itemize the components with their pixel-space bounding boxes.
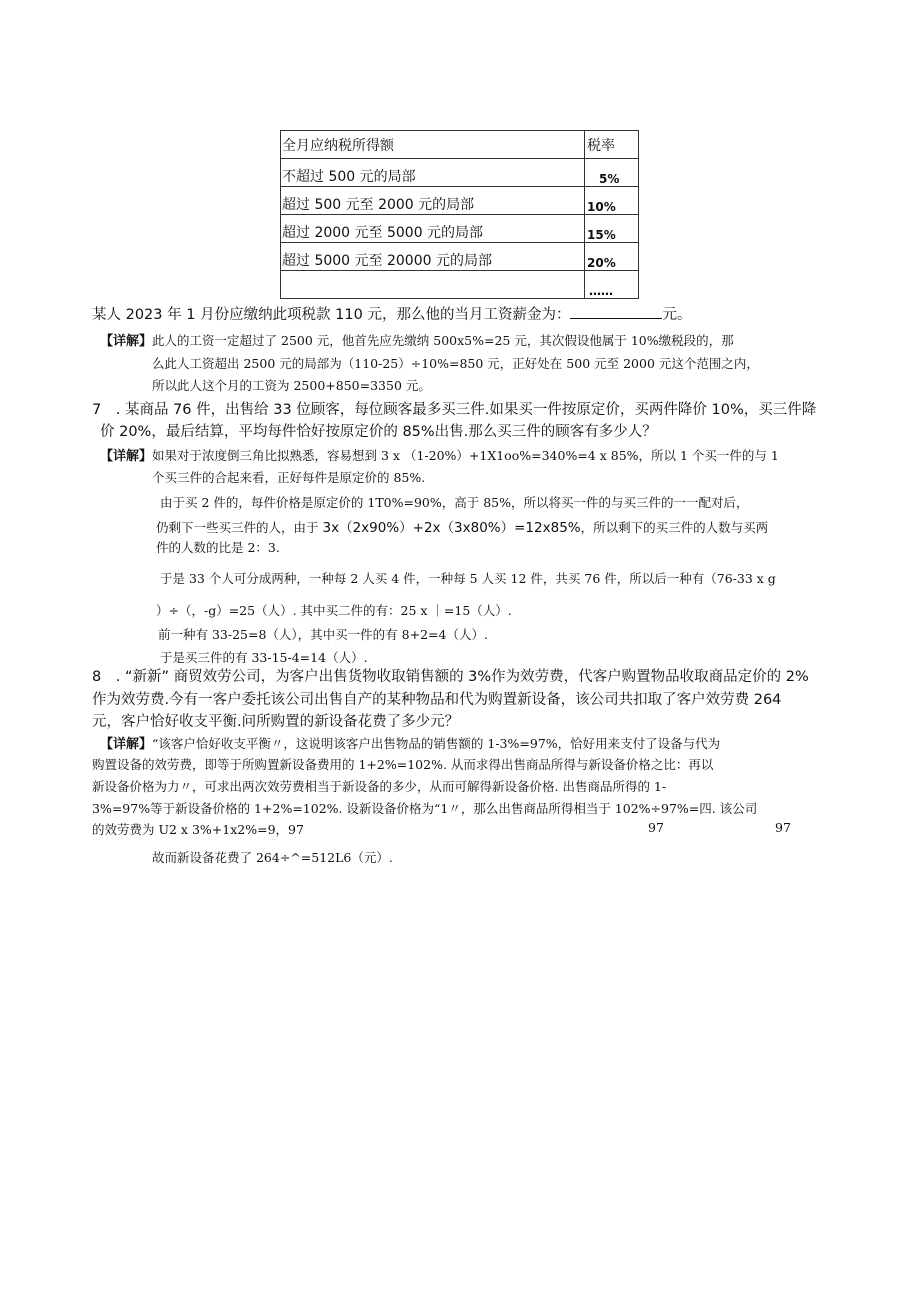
table-row: [281, 271, 639, 299]
q8-fraction-denominator-1: 97: [648, 820, 664, 835]
tax-rate-table: [280, 130, 639, 299]
row-range: 超过 2000 元至 5000 元的局部: [281, 215, 585, 243]
q7-solution-text: 如果对于浓度倒三角比拟熟悉，容易想到 3 x （1-20%）+1X1oo%=340%=4 x 85%，所以 1 个买一件的与 1: [152, 448, 779, 463]
q7-question-line-2: 价 20%，最后结算，平均每件恰好按原定价的 85%出售.那么买三件的顾客有多少人？: [100, 424, 657, 440]
q7-answer-line-4: [156, 516, 768, 536]
q8-answer-line-6: 故而新设备花费了 264÷^=512L6（元）.: [152, 850, 393, 865]
row-range: 超过 5000 元至 20000 元的局部: [281, 243, 585, 271]
q6-solution-text: 此人的工资一定超过了 2500 元，他首先应先缴纳 500x5%=25 元，其次假设他属于 10%缴税段的，那: [152, 333, 734, 348]
q8-answer-line-4: 3%=97%等于新设备价格的 1+2%=102%. 设新设备价格为“1〃，那么出售商品所得相当于 102%÷97%=四. 该公司: [92, 801, 758, 816]
q6-answer-line-3: 所以此人这个月的工资为 2500+850=3350 元。: [152, 378, 431, 393]
q8-question-line-2: 作为效劳费.今有一客户委托该公司出售自产的某种物品和代为购置新设备，该公司共扣取了客户效劳费 264: [92, 692, 782, 708]
q6-answer-line-1: [100, 330, 734, 349]
q6-question-text: 某人 2023 年 1 月份应缴纳此项税款 110 元，那么他的当月工资薪金为：: [92, 307, 571, 323]
q8-answer-line-2: 购置设备的效劳费，即等于所购置新设备费用的 1+2%=102%. 从而求得出售商品所得与新设备价格之比：再以: [92, 757, 714, 772]
solution-label: 【详解】: [100, 449, 153, 464]
q7-answer-line-9: 于是买三件的有 33-15-4=14（人）.: [160, 650, 368, 665]
row-rate: ……: [585, 271, 639, 299]
q8-question-line-1: 8 . “新新” 商贸效劳公司，为客户出售货物收取销售额的 3%作为效劳费，代客户购置物品收取商品定价的 2%: [92, 669, 809, 685]
table-row: [281, 243, 639, 271]
q8-fraction-denominator-2: 97: [775, 820, 791, 835]
q8-solution-text: “该客户恰好收支平衡〃，这说明该客户出售物品的销售额的 1-3%=97%，恰好用来支付了设备与代为: [152, 736, 721, 751]
q7-answer-line-5: 件的人数的比是 2：3.: [156, 540, 280, 555]
q7-formula: 3x（2x90%）+2x（3x80%）=12x85%: [322, 520, 581, 536]
row-rate: 10%: [585, 187, 639, 215]
table-row: [281, 215, 639, 243]
header-income: 全月应纳税所得额: [281, 131, 585, 159]
row-range: [281, 271, 585, 299]
q7-answer-line-3: 由于买 2 件的，每件价格是原定价的 1T0%=90%，高于 85%，所以将买一件的与买三件的一一配对后，: [160, 495, 749, 510]
q8-question-line-3: 元，客户恰好收支平衡.问所购置的新设备花费了多少元？: [92, 714, 460, 730]
q6-answer-line-2: 么此人工资超出 2500 元的局部为（110-25）÷10%=850 元，正好处在 500 元至 2000 元这个范围之内，: [152, 356, 759, 371]
table-row: [281, 159, 639, 187]
row-range: 超过 500 元至 2000 元的局部: [281, 187, 585, 215]
q8-answer-line-1: [100, 733, 720, 752]
solution-label: 【详解】: [100, 334, 153, 349]
table-row: [281, 187, 639, 215]
q7-answer-line-1: [100, 445, 779, 464]
answer-blank: [570, 306, 662, 319]
q8-answer-line-3: 新设备价格为力〃，可求出两次效劳费相当于新设备的多少，从而可解得新设备价格. 出售商品所得的 1-: [92, 779, 667, 794]
q6-question-suffix: 元。: [662, 307, 692, 323]
q7-answer-line-2: 个买三件的合起来看，正好每件是原定价的 85%.: [152, 470, 426, 485]
row-rate: 15%: [585, 215, 639, 243]
q7-answer-line-8: 前一种有 33-25=8（人），其中买一件的有 8+2=4（人）.: [158, 627, 488, 642]
q7-text-part: 仍剩下一些买三件的人，由于: [156, 520, 323, 535]
table-header-row: [281, 131, 639, 159]
row-range: 不超过 500 元的局部: [281, 159, 585, 187]
q7-answer-line-7: ）÷（，-g）=25（人）. 其中买二件的有：25 x ｜=15（人）.: [156, 603, 512, 618]
row-rate: 20%: [585, 243, 639, 271]
q6-question: [92, 303, 691, 324]
q8-answer-line-5: 的效劳费为 U2 x 3%+1x2%=9，97: [92, 822, 304, 837]
row-rate: 5%: [585, 159, 639, 187]
q7-answer-line-6: 于是 33 个人可分成两种，一种每 2 人买 4 件，一种每 5 人买 12 件，共买 76 件，所以后一种有（76-33 x g: [160, 571, 776, 586]
q7-question-line-1: 7 . 某商品 76 件，出售给 33 位顾客，每位顾客最多买三件.如果买一件按原定价，买两件降价 10%，买三件降: [92, 402, 817, 418]
header-rate: 税率: [585, 131, 639, 159]
solution-label: 【详解】: [100, 737, 153, 752]
q7-text-part: ，所以剩下的买三件的人数与买两: [580, 520, 769, 535]
